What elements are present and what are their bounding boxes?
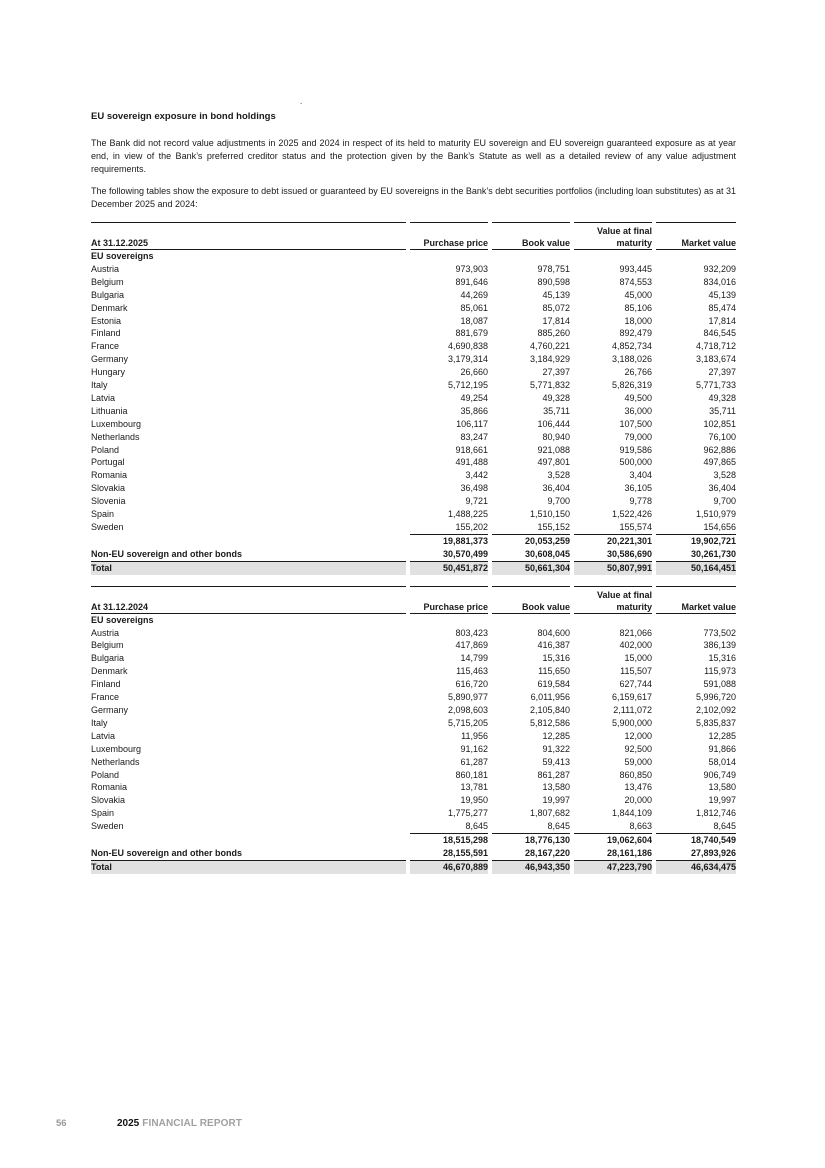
value-cell: 17,814 [654,315,736,328]
country-name: Austria [91,263,120,274]
value-cell: 834,016 [654,276,736,289]
value-cell: 9,721 [408,495,490,508]
value-cell: 49,500 [572,392,654,405]
country-name: Luxembourg [91,743,142,754]
country-name: Slovakia [91,795,126,806]
table-date-label: At 31.12.2024 [91,586,408,613]
value-cell: 921,088 [490,444,572,457]
value-cell: 4,852,734 [572,340,654,353]
report-year: 2025 [117,1118,140,1129]
empty-cell [654,613,736,626]
value-cell: 85,106 [572,302,654,315]
value-cell: 79,000 [572,431,654,444]
empty-cell [408,249,490,262]
value-cell: 107,500 [572,418,654,431]
value-cell: 14,799 [408,652,490,665]
value-cell: 58,014 [654,756,736,769]
value-cell: 36,105 [572,482,654,495]
value-cell: 6,011,956 [490,691,572,704]
value-cell: 2,111,072 [572,704,654,717]
value-cell: 491,488 [408,456,490,469]
value-cell: 500,000 [572,456,654,469]
subtotal-row [91,534,736,547]
value-cell: 627,744 [572,678,654,691]
value-cell: 20,000 [572,794,654,807]
group-label: EU sovereigns [91,614,154,625]
value-cell: 8,663 [572,820,654,833]
country-name: Poland [91,769,120,780]
table-row [91,353,736,366]
total-value: 50,661,304 [490,561,572,574]
value-cell: 962,886 [654,444,736,457]
non-eu-value: 30,608,045 [490,548,572,561]
subtotal-value: 18,740,549 [654,834,736,847]
empty-cell [490,249,572,262]
value-cell: 12,285 [490,730,572,743]
value-cell: 45,000 [572,289,654,302]
value-cell: 91,322 [490,743,572,756]
header-row [91,222,736,249]
page-content [91,110,736,874]
country-name: Finland [91,328,121,339]
total-row [91,860,736,873]
header-row [91,586,736,613]
value-cell: 1,522,426 [572,508,654,521]
table-row [91,652,736,665]
value-cell: 3,188,026 [572,353,654,366]
value-cell: 80,940 [490,431,572,444]
value-cell: 497,801 [490,456,572,469]
value-cell: 860,181 [408,769,490,782]
country-name: Latvia [91,730,116,741]
country-name: Hungary [91,367,126,378]
subtotal-value: 20,053,259 [490,534,572,547]
subtotal-value: 19,881,373 [408,534,490,547]
value-cell: 1,488,225 [408,508,490,521]
value-cell: 115,973 [654,665,736,678]
table-row [91,482,736,495]
value-cell: 4,760,221 [490,340,572,353]
table-row [91,717,736,730]
subtotal-value: 18,515,298 [408,834,490,847]
value-cell: 13,781 [408,781,490,794]
value-cell: 1,775,277 [408,807,490,820]
country-name: Austria [91,627,120,638]
value-cell: 12,285 [654,730,736,743]
table-row [91,508,736,521]
value-cell: 91,162 [408,743,490,756]
value-cell: 17,814 [490,315,572,328]
value-cell: 106,117 [408,418,490,431]
value-cell: 155,202 [408,521,490,534]
value-cell: 821,066 [572,627,654,640]
table-row [91,807,736,820]
value-cell: 59,000 [572,756,654,769]
value-cell: 973,903 [408,263,490,276]
table-row [91,289,736,302]
empty-cell [490,613,572,626]
country-name: Finland [91,679,121,690]
country-name: Bulgaria [91,653,125,664]
total-label: Total [91,860,408,873]
country-name: Belgium [91,640,124,651]
table-row [91,469,736,482]
table-row [91,691,736,704]
value-cell: 416,387 [490,639,572,652]
value-cell: 4,718,712 [654,340,736,353]
value-cell: 1,807,682 [490,807,572,820]
value-cell: 13,580 [490,781,572,794]
value-cell: 85,072 [490,302,572,315]
value-cell: 19,997 [490,794,572,807]
value-cell: 8,645 [654,820,736,833]
value-cell: 5,900,000 [572,717,654,730]
value-cell: 83,247 [408,431,490,444]
non-eu-label: Non-EU sovereign and other bonds [91,847,243,858]
value-cell: 8,645 [408,820,490,833]
value-cell: 892,479 [572,327,654,340]
value-cell: 11,956 [408,730,490,743]
total-value: 50,164,451 [654,561,736,574]
total-value: 47,223,790 [572,860,654,873]
value-cell: 15,316 [490,652,572,665]
value-cell: 619,584 [490,678,572,691]
table-row [91,794,736,807]
country-name: France [91,692,120,703]
value-cell: 5,771,733 [654,379,736,392]
value-cell: 918,661 [408,444,490,457]
table-row [91,521,736,534]
table-row [91,405,736,418]
total-row [91,561,736,574]
subtotal-row [91,834,736,847]
value-cell: 9,700 [654,495,736,508]
value-cell: 804,600 [490,627,572,640]
value-cell: 85,474 [654,302,736,315]
value-cell: 59,413 [490,756,572,769]
country-name: Sweden [91,522,124,533]
value-cell: 49,254 [408,392,490,405]
value-cell: 27,397 [654,366,736,379]
column-header: Value at final maturity [572,586,654,613]
value-cell: 978,751 [490,263,572,276]
value-cell: 49,328 [654,392,736,405]
table-row [91,315,736,328]
table-row [91,263,736,276]
table-row [91,495,736,508]
country-name: Estonia [91,315,122,326]
table-row [91,418,736,431]
country-name: Bulgaria [91,289,125,300]
column-header: Market value [654,222,736,249]
non-eu-value: 28,161,186 [572,847,654,860]
column-header: Purchase price [408,586,490,613]
stray-dot: . [300,97,303,106]
value-cell: 15,000 [572,652,654,665]
value-cell: 6,159,617 [572,691,654,704]
country-name: Germany [91,704,129,715]
exposure-table-2025 [91,222,736,575]
total-value: 46,943,350 [490,860,572,873]
column-header: Market value [654,586,736,613]
value-cell: 2,105,840 [490,704,572,717]
subtotal-value: 19,062,604 [572,834,654,847]
total-value: 50,451,872 [408,561,490,574]
empty-cell [654,249,736,262]
value-cell: 497,865 [654,456,736,469]
subtotal-value: 20,221,301 [572,534,654,547]
table-row [91,276,736,289]
country-name: Italy [91,717,108,728]
value-cell: 35,711 [654,405,736,418]
country-name: Romania [91,782,128,793]
column-header: Book value [490,222,572,249]
country-name: Spain [91,808,115,819]
value-cell: 616,720 [408,678,490,691]
report-title: FINANCIAL REPORT [142,1118,242,1129]
value-cell: 155,152 [490,521,572,534]
non-eu-row [91,548,736,561]
value-cell: 27,397 [490,366,572,379]
intro-paragraph: The Bank did not record value adjustments in 2025 and 2024 in respect of its held to maturity EU sovereign and EU sovereign guaranteed exposure as at year end, in view of the Bank’s preferred creditor status and the protection given by the Bank’s Statute as well as a detailed review of any value adjustment requirements. [91,138,736,174]
value-cell: 35,711 [490,405,572,418]
table-row [91,456,736,469]
non-eu-value: 27,893,926 [654,847,736,860]
value-cell: 3,442 [408,469,490,482]
table-row [91,781,736,794]
value-cell: 76,100 [654,431,736,444]
empty-cell [91,834,408,847]
value-cell: 402,000 [572,639,654,652]
value-cell: 15,316 [654,652,736,665]
table-row [91,639,736,652]
value-cell: 35,866 [408,405,490,418]
table-body-0 [91,222,736,574]
total-label: Total [91,561,408,574]
column-header: Book value [490,586,572,613]
table-row [91,327,736,340]
value-cell: 2,102,092 [654,704,736,717]
empty-cell [408,613,490,626]
value-cell: 773,502 [654,627,736,640]
value-cell: 26,766 [572,366,654,379]
value-cell: 860,850 [572,769,654,782]
country-name: Slovakia [91,483,126,494]
country-name: Lithuania [91,405,128,416]
table-row [91,379,736,392]
value-cell: 115,650 [490,665,572,678]
country-name: Spain [91,509,115,520]
value-cell: 1,812,746 [654,807,736,820]
value-cell: 18,000 [572,315,654,328]
exposure-table-2024 [91,586,736,874]
value-cell: 891,646 [408,276,490,289]
table-row [91,730,736,743]
value-cell: 8,645 [490,820,572,833]
empty-cell [91,534,408,547]
value-cell: 1,510,979 [654,508,736,521]
value-cell: 36,498 [408,482,490,495]
country-name: Italy [91,380,108,391]
non-eu-row [91,847,736,860]
value-cell: 9,700 [490,495,572,508]
value-cell: 155,574 [572,521,654,534]
value-cell: 881,679 [408,327,490,340]
value-cell: 906,749 [654,769,736,782]
country-name: Netherlands [91,756,140,767]
country-name: Slovenia [91,496,126,507]
value-cell: 5,715,205 [408,717,490,730]
country-name: Portugal [91,457,125,468]
non-eu-value: 28,155,591 [408,847,490,860]
value-cell: 1,844,109 [572,807,654,820]
page-footer [56,1118,242,1129]
value-cell: 19,950 [408,794,490,807]
value-cell: 874,553 [572,276,654,289]
country-name: Poland [91,444,120,455]
value-cell: 49,328 [490,392,572,405]
value-cell: 45,139 [654,289,736,302]
value-cell: 106,444 [490,418,572,431]
column-header: Purchase price [408,222,490,249]
table-row [91,820,736,833]
value-cell: 13,580 [654,781,736,794]
value-cell: 890,598 [490,276,572,289]
table-row [91,665,736,678]
country-name: Denmark [91,302,128,313]
non-eu-label: Non-EU sovereign and other bonds [91,548,243,559]
table-row [91,366,736,379]
country-name: Sweden [91,821,124,832]
country-name: Belgium [91,276,124,287]
country-name: Denmark [91,666,128,677]
table-row [91,392,736,405]
page-number: 56 [56,1118,67,1129]
table-row [91,704,736,717]
total-value: 46,634,475 [654,860,736,873]
value-cell: 92,500 [572,743,654,756]
value-cell: 18,087 [408,315,490,328]
table-row [91,769,736,782]
section-heading: EU sovereign exposure in bond holdings [91,111,276,122]
country-name: Germany [91,354,129,365]
value-cell: 1,510,150 [490,508,572,521]
value-cell: 5,812,586 [490,717,572,730]
value-cell: 846,545 [654,327,736,340]
value-cell: 993,445 [572,263,654,276]
value-cell: 3,179,314 [408,353,490,366]
value-cell: 885,260 [490,327,572,340]
value-cell: 36,404 [490,482,572,495]
value-cell: 2,098,603 [408,704,490,717]
value-cell: 3,184,929 [490,353,572,366]
value-cell: 417,869 [408,639,490,652]
value-cell: 5,771,832 [490,379,572,392]
total-value: 46,670,889 [408,860,490,873]
group-label: EU sovereigns [91,250,154,261]
table-row [91,743,736,756]
value-cell: 26,660 [408,366,490,379]
value-cell: 102,851 [654,418,736,431]
value-cell: 19,997 [654,794,736,807]
non-eu-value: 30,261,730 [654,548,736,561]
total-value: 50,807,991 [572,561,654,574]
value-cell: 44,269 [408,289,490,302]
value-cell: 36,404 [654,482,736,495]
value-cell: 91,866 [654,743,736,756]
country-name: Latvia [91,392,116,403]
tables-intro-paragraph: The following tables show the exposure to debt issued or guaranteed by EU sovereigns in the Bank’s debt securities portfolios (including loan substitutes) as at 31 December 2025 and 2024: [91,186,736,210]
country-name: Netherlands [91,431,140,442]
value-cell: 115,507 [572,665,654,678]
value-cell: 919,586 [572,444,654,457]
country-name: Luxembourg [91,418,142,429]
value-cell: 5,996,720 [654,691,736,704]
empty-cell [572,249,654,262]
value-cell: 5,826,319 [572,379,654,392]
value-cell: 5,835,837 [654,717,736,730]
value-cell: 12,000 [572,730,654,743]
non-eu-value: 28,167,220 [490,847,572,860]
value-cell: 932,209 [654,263,736,276]
table-date-label: At 31.12.2025 [91,222,408,249]
value-cell: 3,183,674 [654,353,736,366]
value-cell: 3,528 [654,469,736,482]
table-row [91,444,736,457]
value-cell: 154,656 [654,521,736,534]
country-name: Romania [91,470,128,481]
value-cell: 9,778 [572,495,654,508]
country-name: France [91,341,120,352]
column-header: Value at final maturity [572,222,654,249]
table-row [91,756,736,769]
value-cell: 5,712,195 [408,379,490,392]
value-cell: 591,088 [654,678,736,691]
table-row [91,678,736,691]
group-row [91,249,736,262]
value-cell: 3,528 [490,469,572,482]
value-cell: 85,061 [408,302,490,315]
table-row [91,302,736,315]
value-cell: 803,423 [408,627,490,640]
table-row [91,431,736,444]
value-cell: 13,476 [572,781,654,794]
subtotal-value: 19,902,721 [654,534,736,547]
value-cell: 4,690,838 [408,340,490,353]
value-cell: 3,404 [572,469,654,482]
value-cell: 861,287 [490,769,572,782]
table-row [91,627,736,640]
table-body-1 [91,586,736,874]
subtotal-value: 18,776,130 [490,834,572,847]
value-cell: 115,463 [408,665,490,678]
value-cell: 5,890,977 [408,691,490,704]
value-cell: 45,139 [490,289,572,302]
non-eu-value: 30,570,499 [408,548,490,561]
group-row [91,613,736,626]
value-cell: 36,000 [572,405,654,418]
empty-cell [572,613,654,626]
non-eu-value: 30,586,690 [572,548,654,561]
value-cell: 386,139 [654,639,736,652]
table-row [91,340,736,353]
value-cell: 61,287 [408,756,490,769]
